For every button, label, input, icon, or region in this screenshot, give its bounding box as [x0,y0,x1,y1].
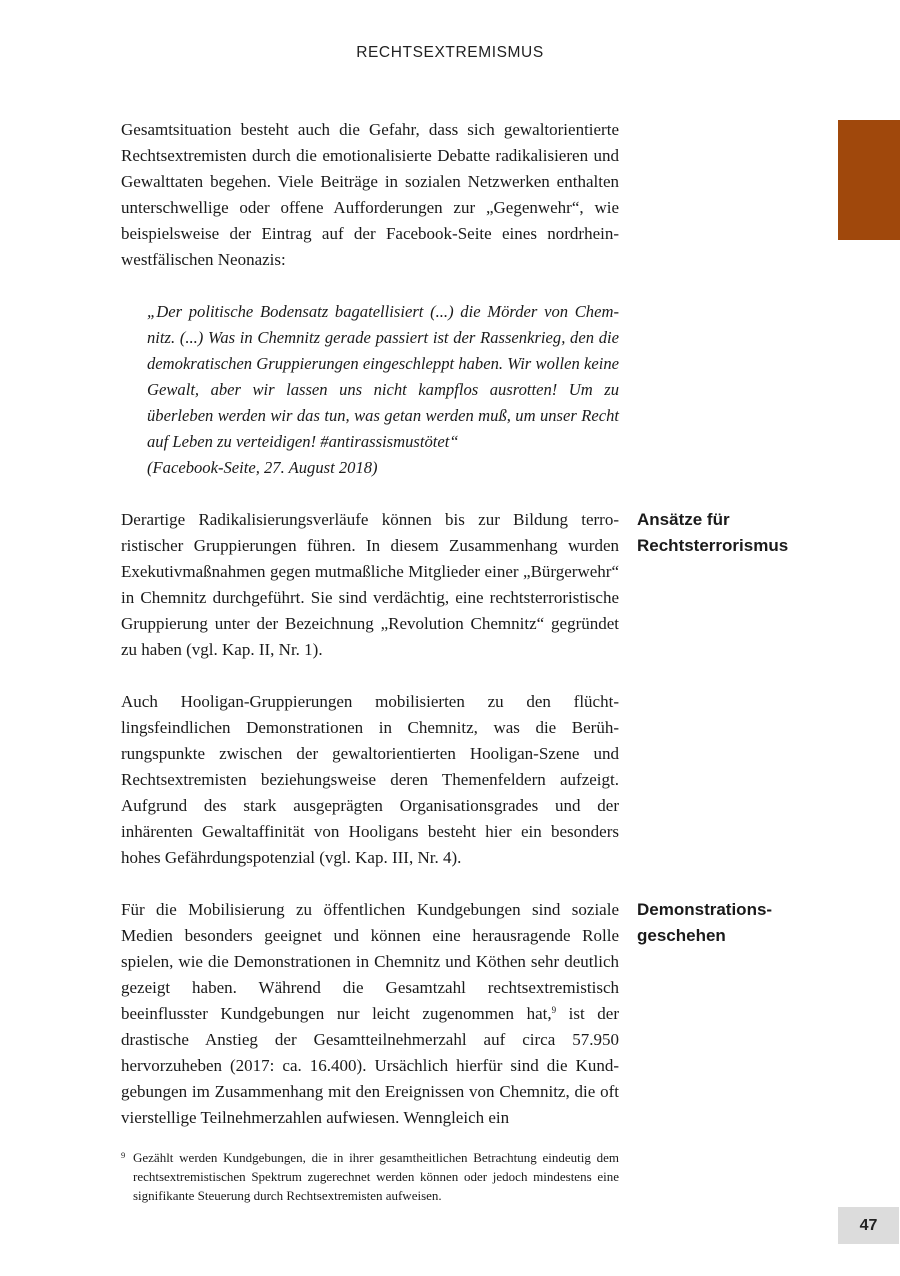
footnote-number: 9 [121,1150,126,1160]
paragraph-2-text: Derartige Radikalisierungsverläufe können bis zur Bildung terroristischer Gruppierungen führen. In diesem Zusammenhang wurden Exekutivmaßnahmen gegen mutmaßliche Mitglieder einer „Bürgerwehr“ in Chemnitz durchgeführt. Sie sind verdächtig, eine rechtsterroristische Gruppierung unter der Bezeichnung „Revolution Chemnitz“ gegründet zu haben (vgl. Kap. II, Nr. 1). [121,510,619,659]
paragraph-4 [121,897,619,1131]
paragraph-1 [121,117,619,273]
margin-heading-line: Rechtsterrorismus [637,536,789,555]
quote-text: „Der politische Bodensatz bagatellisiert (...) die Mörder von Chemnitz. (...) Was in Chemnitz gerade passiert ist der Rassenkrieg, den die demokratischen Gruppierungen eingeschleppt haben. Wir wollen keine Gewalt, aber wir lassen uns nicht kampflos ausrotten! Um zu überleben werden wir das tun, was getan werden muß, um unser Recht auf Leben zu verteidigen! #antirassismustötet“ [147,302,619,451]
paragraph-3-text: Auch Hooligan-Gruppierungen mobilisierten zu den flüchtlingsfeindlichen Demonstrationen in Chemnitz, was die Berührungspunkte zwischen der gewaltorientierten Hooligan-Szene und Rechtsextremisten beziehungsweise deren Themenfeldern aufzeigt. Aufgrund des stark ausgeprägten Organisationsgrades und der inhärenten Gewaltaffinität von Hooligans besteht hier ein besonders hohes Gefährdungspotenzial (vgl. Kap. III, Nr. 4). [121,692,619,867]
page-number: 47 [838,1207,899,1244]
paragraph-4-part-b: ist der drastische Anstieg der Gesamtteilnehmerzahl auf circa 57.950 hervorzuheben (2017: ca. 16.400). Ursächlich hierfür sind die Kundgebungen im Zusammenhang mit den Ereignissen von Chemnitz, die oft vierstellige Teilnehmerzahlen aufwiesen. Wenngleich ein [121,1004,619,1127]
margin-heading-line: Ansätze für [637,510,730,529]
margin-heading-line: Demonstrations- [637,900,773,919]
footnote-reference: 9 [551,1005,557,1015]
paragraph-4-part-a: Für die Mobilisierung zu öffentlichen Kundgebungen sind soziale Medien besonders geeignet und können eine herausragende Rolle spielen, wie die Demonstrationen in Chemnitz und Köthen sehr deutlich gezeigt haben. Während die Gesamtzahl rechtsextremistisch beeinflusster Kundgebungen nur leicht zugenommen hat, [121,900,619,1023]
footnote [121,1148,619,1205]
margin-heading-rechtsterrorismus [637,507,837,559]
paragraph-4-text [121,897,619,1131]
paragraph-2 [121,507,619,663]
quote-source: (Facebook-Seite, 27. August 2018) [147,458,378,477]
chapter-tab-marker [838,120,900,240]
margin-heading-line: geschehen [637,926,726,945]
margin-heading-demonstrationsgeschehen [637,897,837,949]
footnote-text: Gezählt werden Kundgebungen, die in ihrer gesamtheitlichen Betrachtung eindeutig dem rechtsextremistischen Spektrum zugerechnet werden können oder jedoch mindestens eine signifikante Steuerung durch Rechtsextremisten aufweisen. [133,1150,619,1203]
block-quote [147,299,619,481]
running-header: RECHTSEXTREMISMUS [356,44,544,61]
paragraph-3 [121,689,619,871]
paragraph-1-text: Gesamtsituation besteht auch die Gefahr, dass sich gewaltorientierte Rechtsextremisten durch die emotionalisierte Debatte radikalisieren und Gewalttaten begehen. Viele Beiträge in sozialen Netzwerken enthalten unterschwellige oder offene Aufforderungen zur „Gegenwehr“, wie beispielsweise der Eintrag auf der Facebook-Seite eines nordrhein-westfälischen Neonazis: [121,120,619,269]
